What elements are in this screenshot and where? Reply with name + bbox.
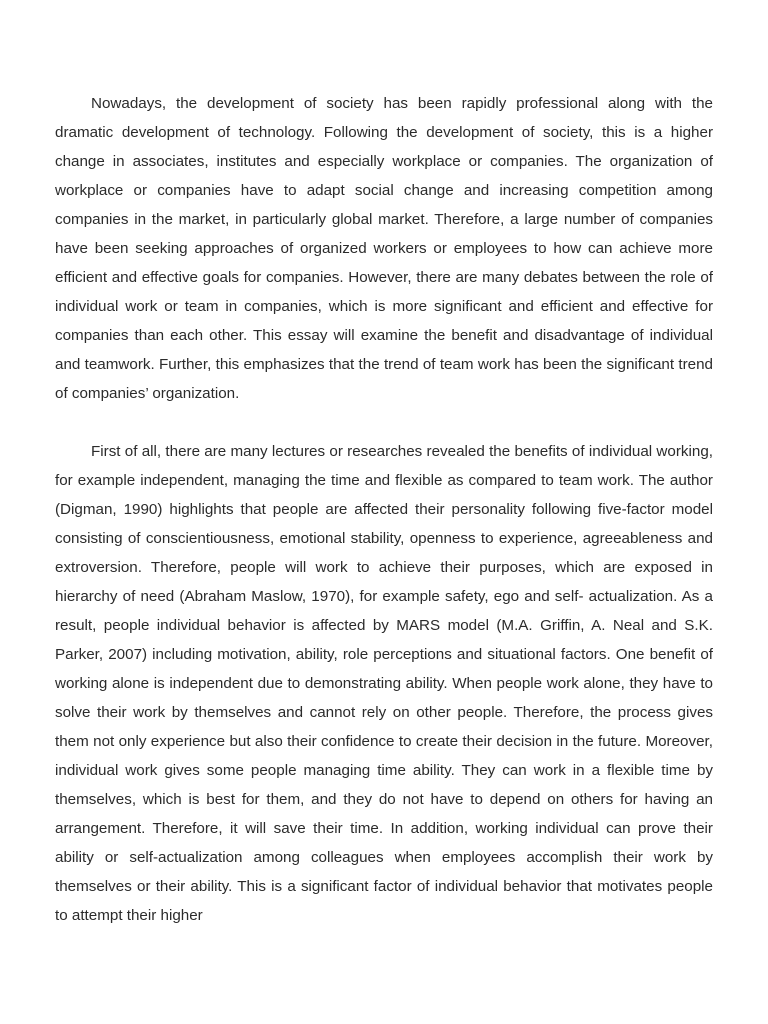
paragraph-introduction: Nowadays, the development of society has been rapidly professional along with the dramatic development of technology. Following the development of society, this is a higher change in associates, institutes and especially workplace or companies. The organization of workplace or companies have to adapt social change and increasing competition among companies in the market, in particularly global market. Therefore, a large number of companies have been seeking approaches of organized workers or employees to how can achieve more efficient and effective goals for companies. However, there are many debates between the role of individual work or team in companies, which is more significant and efficient and effective for companies than each other. This essay will examine the benefit and disadvantage of individual and teamwork. Further, this emphasizes that the trend of team work has been the significant trend of companies’ organization.: [55, 95, 713, 402]
document-body: [55, 89, 713, 930]
paragraph-individual-work-benefits: First of all, there are many lectures or researches revealed the benefits of individual working, for example independent, managing the time and flexible as compared to team work. The author (Digman, 1990) highlights that people are affected their personality following five-factor model consisting of conscientiousness, emotional stability, openness to experience, agreeableness and extroversion. Therefore, people will work to achieve their purposes, which are exposed in hierarchy of need (Abraham Maslow, 1970), for example safety, ego and self- actualization. As a result, people individual behavior is affected by MARS model (M.A. Griffin, A. Neal and S.K. Parker, 2007) including motivation, ability, role perceptions and situational factors. One benefit of working alone is independent due to demonstrating ability. When people work alone, they have to solve their work by themselves and cannot rely on other people. Therefore, the process gives them not only experience but also their confidence to create their decision in the future. Moreover, individual work gives some people managing time ability. They can work in a flexible time by themselves, which is best for them, and they do not have to depend on others for having an arrangement. Therefore, it will save their time. In addition, working individual can prove their ability or self-actualization among colleagues when employees accomplish their work by themselves or their ability. This is a significant factor of individual behavior that motivates people to attempt their higher: [55, 443, 713, 924]
